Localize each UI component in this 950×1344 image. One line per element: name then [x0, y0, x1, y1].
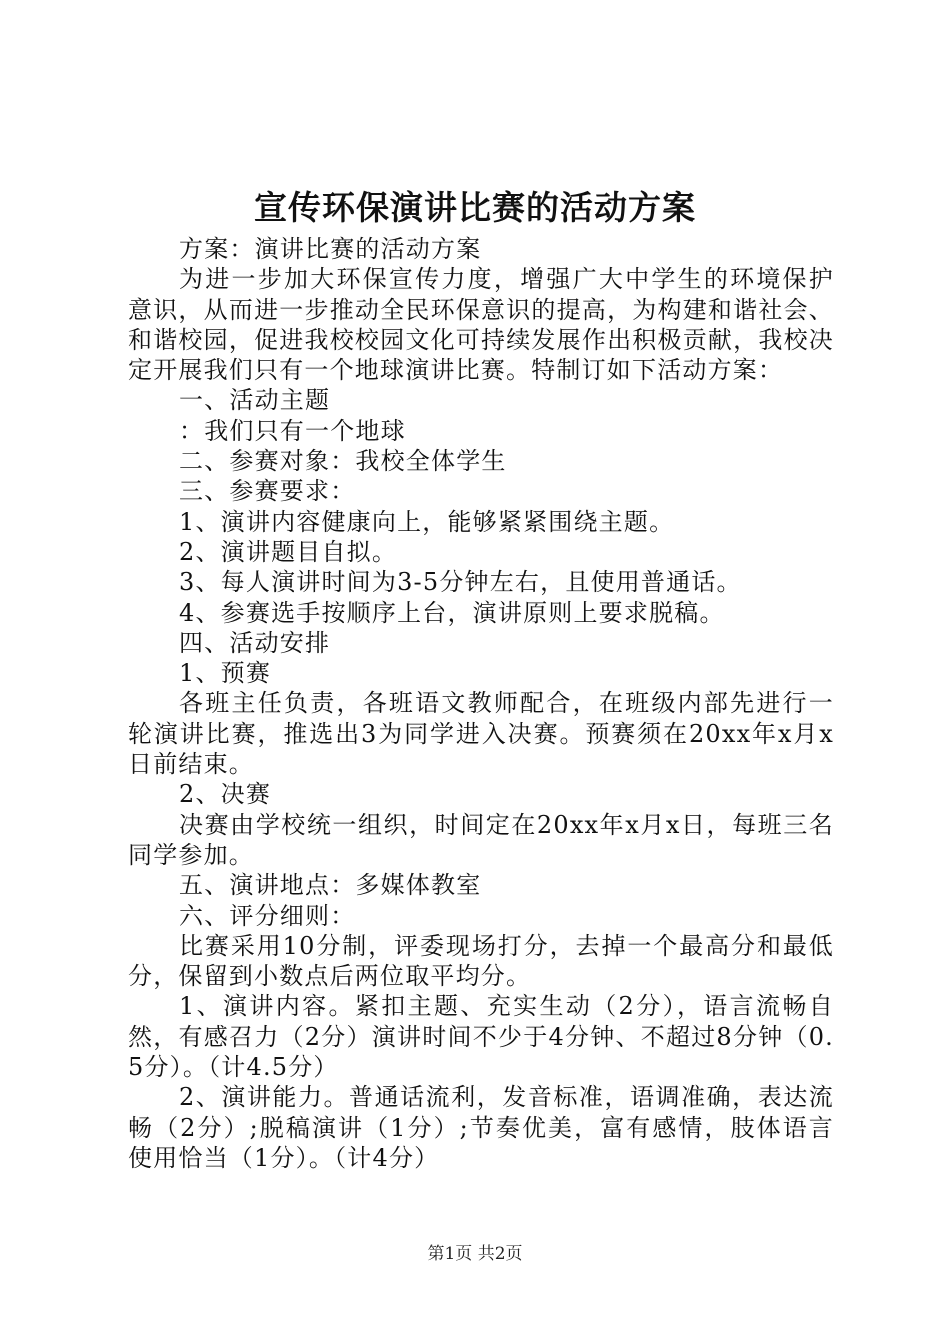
paragraph-theme: ：我们只有一个地球 — [179, 416, 406, 445]
subheading-preliminary: 1、预赛 — [179, 659, 272, 688]
paragraph-final: 决赛由学校统一组织，时间定在20xx年x月x日，每班三名同学参加。 — [128, 810, 834, 869]
document-title: 宣传环保演讲比赛的活动方案 — [254, 188, 696, 227]
requirement-item: 4、参赛选手按顺序上台，演讲原则上要求脱稿。 — [179, 598, 725, 627]
heading-theme: 一、活动主题 — [179, 386, 331, 415]
requirement-item: 3、每人演讲时间为3-5分钟左右，且使用普通话。 — [179, 568, 742, 597]
scoring-item: 2、演讲能力。普通话流利，发音标准，语调准确，表达流畅（2分）;脱稿演讲（1分）;节奏优美，富有感情，肢体语言使用恰当（1分）。（计4分） — [128, 1083, 834, 1172]
scoring-item: 1、演讲内容。紧扣主题、充实生动（2分），语言流畅自然，有感召力（2分）演讲时间不少于4分钟、不超过8分钟（0.5分）。（计4.5分） — [128, 992, 834, 1082]
paragraph-scheme: 方案：演讲比赛的活动方案 — [179, 235, 482, 263]
paragraph-preliminary: 各班主任负责，各班语文教师配合，在班级内部先进行一轮演讲比赛，推选出3为同学进入决赛。预赛须在20xx年x月x日前结束。 — [128, 689, 834, 779]
requirement-item: 2、演讲题目自拟。 — [179, 537, 398, 566]
heading-scoring: 六、评分细则： — [179, 901, 356, 930]
requirement-item: 1、演讲内容健康向上，能够紧紧围绕主题。 — [179, 507, 675, 536]
heading-venue: 五、演讲地点：多媒体教室 — [179, 871, 482, 900]
heading-schedule: 四、活动安排 — [179, 628, 331, 657]
heading-requirements: 三、参赛要求： — [179, 477, 356, 506]
paragraph-intro: 为进一步加大环保宣传力度，增强广大中学生的环境保护意识，从而进一步推动全民环保意识的提高，为构建和谐社会、和谐校园，促进我校校园文化可持续发展作出积极贡献，我校决定开展我们只有一个地球演讲比赛。特制订如下活动方案： — [128, 265, 834, 385]
subheading-final: 2、决赛 — [179, 780, 272, 809]
page-indicator: 第1页 共2页 — [427, 1244, 523, 1264]
heading-participants: 二、参赛对象：我校全体学生 — [179, 447, 507, 476]
document-body — [128, 234, 834, 1173]
paragraph-scoring: 比赛采用10分制，评委现场打分，去掉一个最高分和最低分，保留到小数点后两位取平均分。 — [128, 931, 834, 991]
